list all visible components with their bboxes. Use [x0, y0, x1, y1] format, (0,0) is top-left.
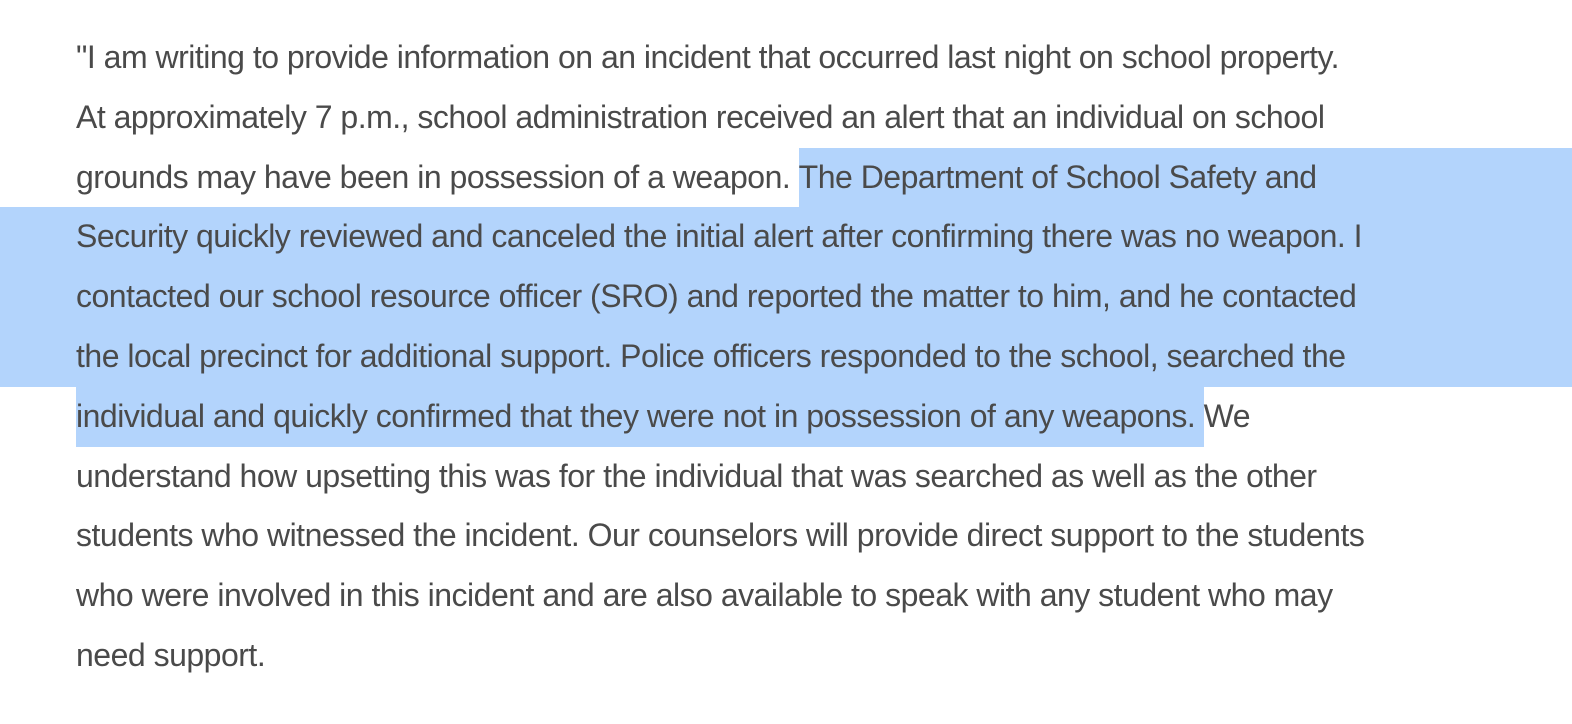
selection-highlight: The Department of School Safety and	[799, 148, 1572, 208]
text-segment: "I am writing to provide information on an incident that occurred last night on school property.	[76, 39, 1340, 75]
text-line	[0, 566, 1572, 626]
selection-highlight: individual and quickly confirmed that they were not in possession of any weapons.	[76, 387, 1204, 447]
text-line	[0, 148, 1572, 208]
text-segment: We	[1203, 397, 1251, 434]
letter-paragraph	[0, 28, 1572, 686]
text-segment: grounds may have been in possession of a weapon.	[76, 158, 799, 195]
text-line	[0, 447, 1572, 507]
selection-highlight: the local precinct for additional support. Police officers responded to the school, searched the	[76, 327, 1572, 387]
text-line	[0, 327, 1572, 387]
text-segment: At approximately 7 p.m., school administration received an alert that an individual on school	[76, 98, 1325, 135]
text-line	[0, 506, 1572, 566]
text-line	[0, 387, 1572, 447]
text-segment: who were involved in this incident and are also available to speak with any student who may	[76, 577, 1333, 614]
text-segment: understand how upsetting this was for the individual that was searched as well as the other	[76, 457, 1317, 494]
text-segment: need support.	[76, 636, 266, 673]
text-segment: students who witnessed the incident. Our counselors will provide direct support to the students	[76, 517, 1365, 554]
selection-highlight: Security quickly reviewed and canceled the initial alert after confirming there was no weapon. I	[76, 207, 1572, 267]
selection-highlight: contacted our school resource officer (SRO) and reported the matter to him, and he contacted	[76, 267, 1572, 327]
text-line	[0, 28, 1572, 88]
text-line	[0, 207, 1572, 267]
text-line	[0, 267, 1572, 327]
text-line	[0, 626, 1572, 686]
text-line	[0, 88, 1572, 148]
